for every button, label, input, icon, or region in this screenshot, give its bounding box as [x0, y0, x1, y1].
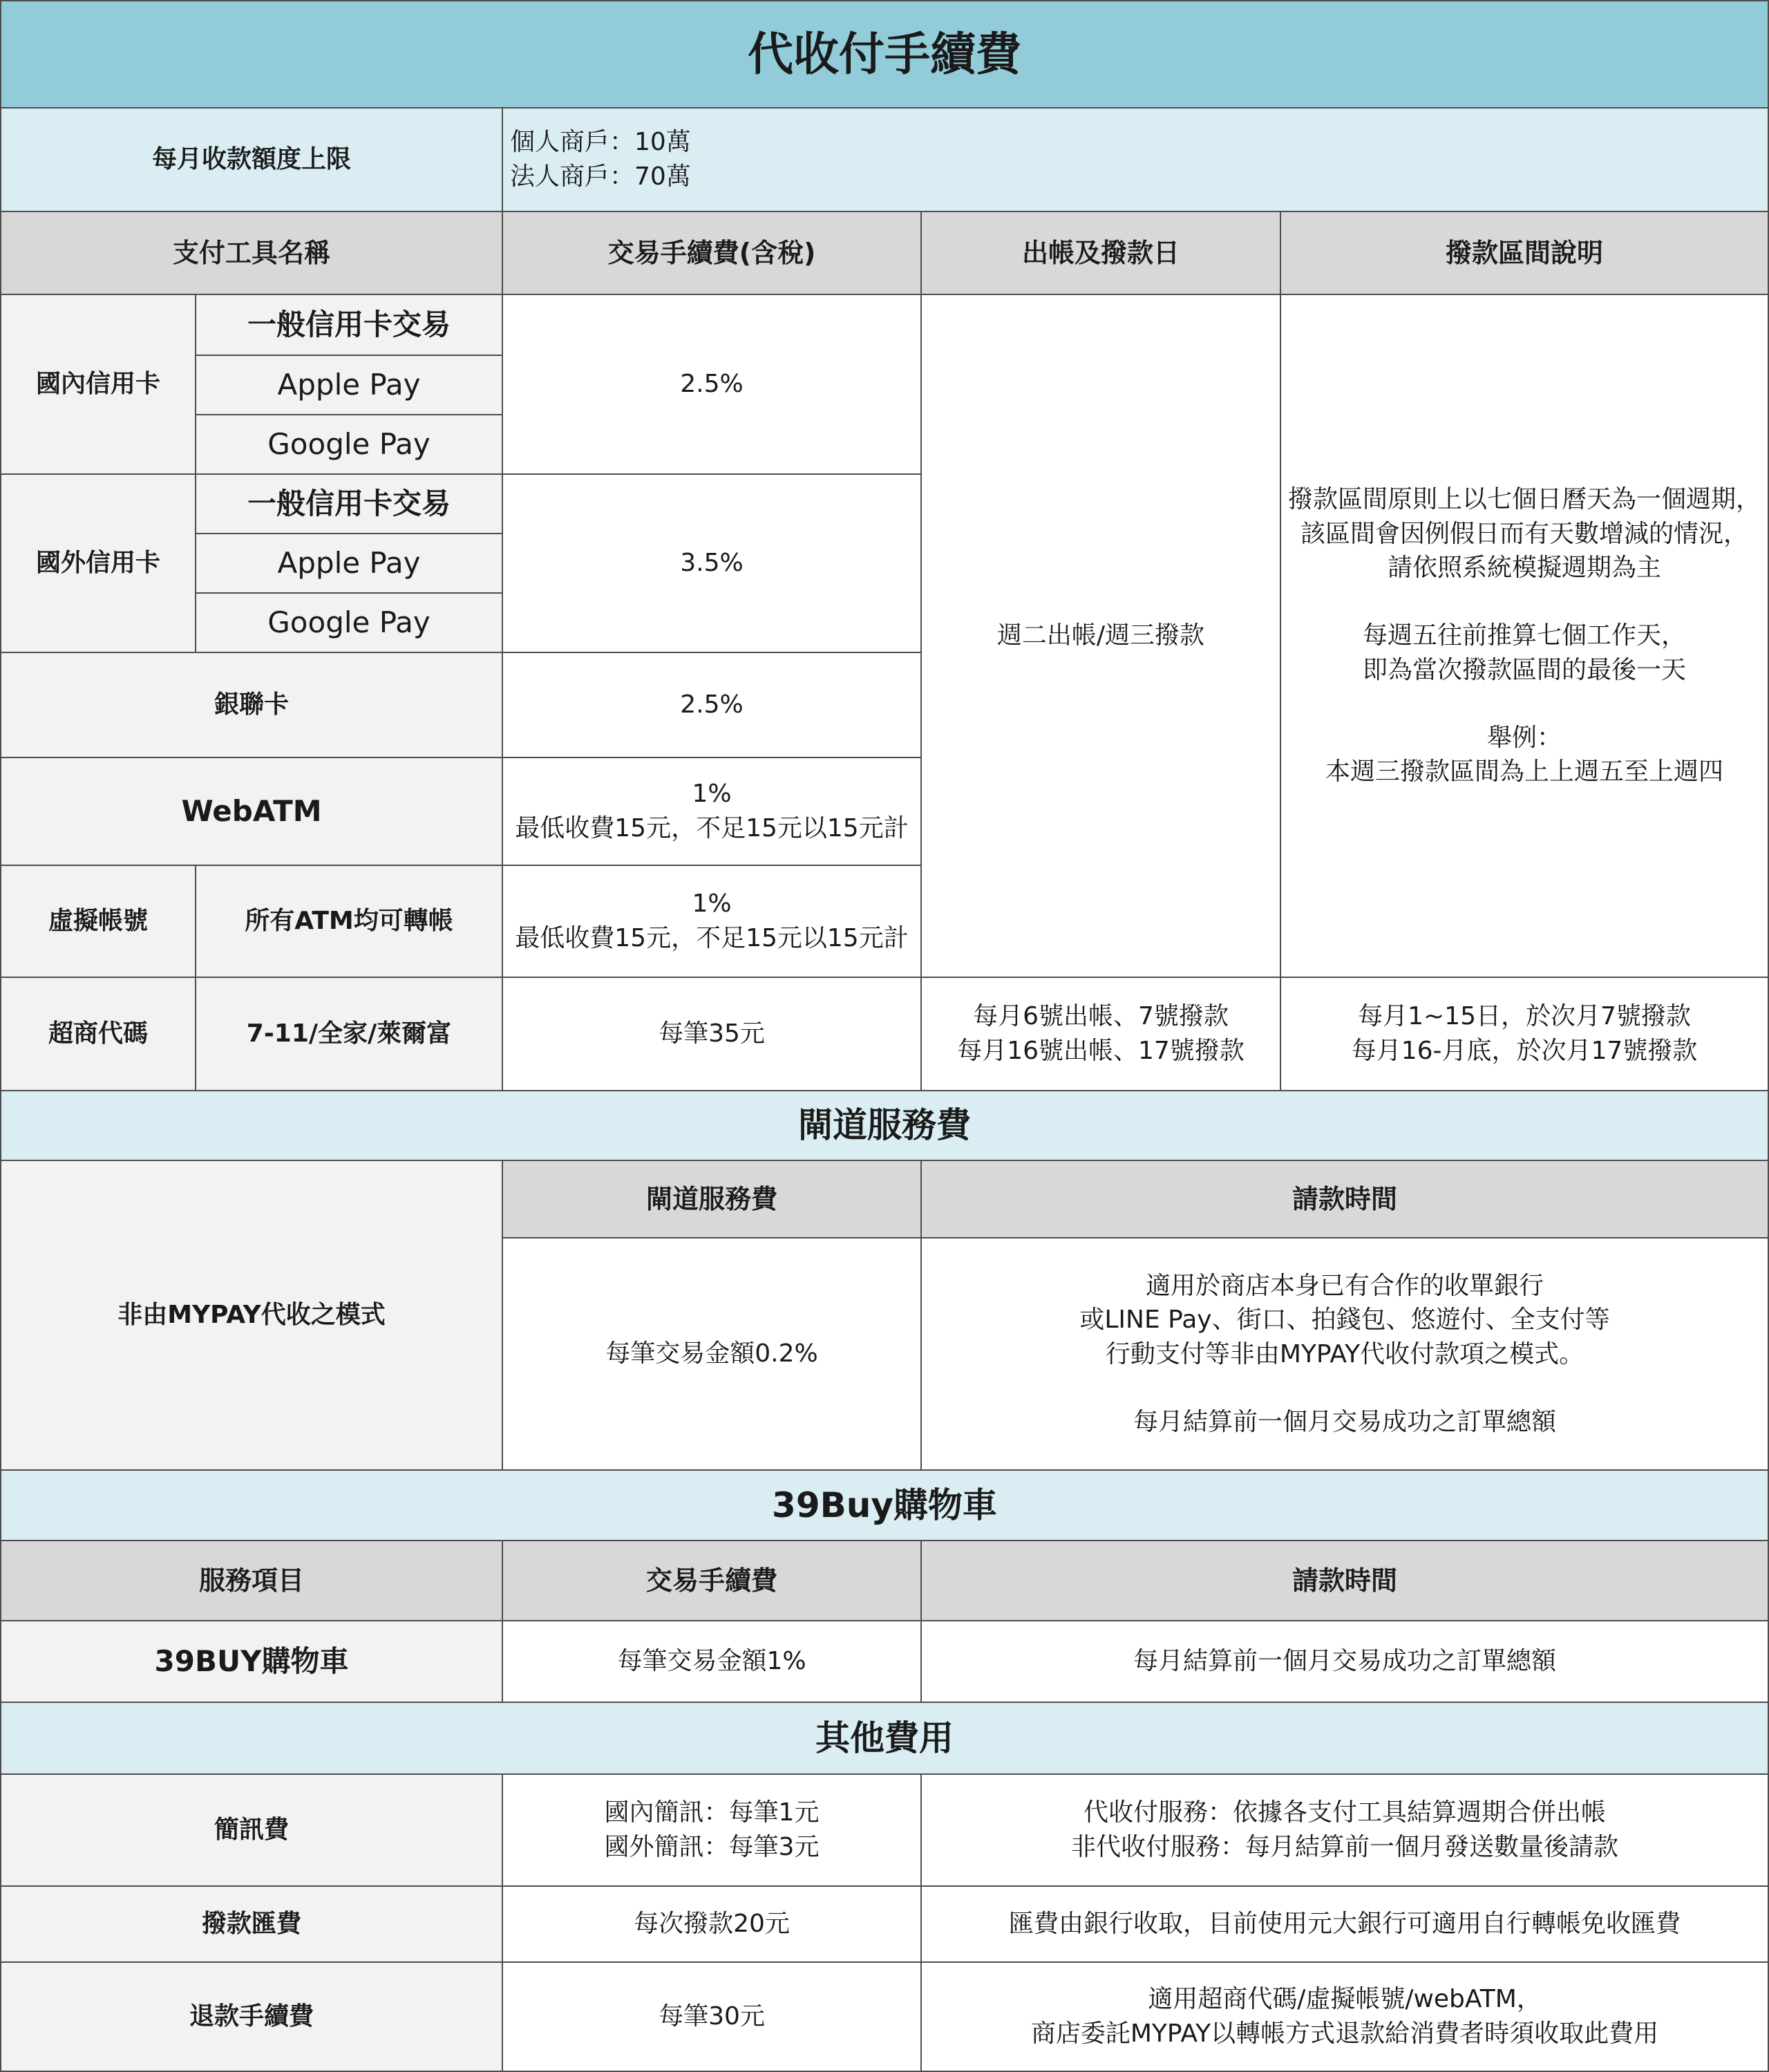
- gateway-section-title: 閘道服務費: [0, 1090, 1769, 1161]
- remit-label: 撥款匯費: [0, 1885, 503, 1963]
- remit-desc: 匯費由銀行收取，目前使用元大銀行可適用自行轉帳免收匯費: [920, 1885, 1769, 1963]
- gateway-row-label: 非由MYPAY代收之模式: [0, 1160, 503, 1471]
- cart-section-title: 39Buy購物車: [0, 1469, 1769, 1541]
- sms-desc: 代收付服務：依據各支付工具結算週期合併出帳 非代收付服務：每月結算前一個月發送數量後請款: [920, 1773, 1769, 1887]
- gateway-fee: 每筆交易金額0.2%: [502, 1237, 922, 1471]
- page-title-text: 代收付手續費: [748, 27, 1021, 81]
- payout-note-cell: 撥款區間原則上以七個日曆天為一個週期， 該區間會因例假日而有天數增減的情況， 請依照系統模擬週期為主 每週五往前推算七個工作天， 即為當次撥款區間的最後一天 舉例： 本週三撥款區間為上上週五至上週四: [1280, 294, 1769, 978]
- monthly-limit-values: [502, 107, 1769, 212]
- domestic-card-label: 國內信用卡: [0, 294, 196, 475]
- cart-header-fee: 交易手續費: [502, 1540, 922, 1621]
- virtual-account-fee: 1% 最低收費15元，不足15元以15元計: [502, 865, 922, 978]
- gateway-header-billing: 請款時間: [920, 1160, 1769, 1239]
- cart-row-billing: 每月結算前一個月交易成功之訂單總額: [920, 1620, 1769, 1703]
- foreign-card-google-pay: Google Pay: [195, 592, 503, 653]
- refund-label: 退款手續費: [0, 1961, 503, 2072]
- other-section-title: 其他費用: [0, 1702, 1769, 1775]
- unionpay-label: 銀聯卡: [0, 652, 503, 758]
- sms-fee: 國內簡訊：每筆1元 國外簡訊：每筆3元: [502, 1773, 922, 1887]
- foreign-card-apple-pay: Apple Pay: [195, 533, 503, 594]
- foreign-card-fee: 3.5%: [502, 473, 922, 653]
- convenience-store-fee: 每筆35元: [502, 977, 922, 1091]
- header-billing-day: 出帳及撥款日: [920, 211, 1281, 295]
- unionpay-fee: 2.5%: [502, 652, 922, 758]
- virtual-account-sub: 所有ATM均可轉帳: [195, 865, 503, 978]
- convenience-store-billing: 每月6號出帳、7號撥款 每月16號出帳、17號撥款: [920, 977, 1281, 1091]
- domestic-card-google-pay: Google Pay: [195, 414, 503, 475]
- foreign-card-general: 一般信用卡交易: [195, 473, 503, 534]
- remit-fee: 每次撥款20元: [502, 1885, 922, 1963]
- domestic-card-apple-pay: Apple Pay: [195, 355, 503, 415]
- monthly-limit-label: 每月收款額度上限: [0, 107, 503, 212]
- cart-header-item: 服務項目: [0, 1540, 503, 1621]
- convenience-store-sub: 7-11/全家/萊爾富: [195, 977, 503, 1091]
- limit-corporate: 法人商戶：70萬: [510, 162, 691, 191]
- refund-desc: 適用超商代碼/虛擬帳號/webATM， 商店委託MYPAY以轉帳方式退款給消費者時須收取此費用: [920, 1961, 1769, 2072]
- refund-fee: 每筆30元: [502, 1961, 922, 2072]
- convenience-store-label: 超商代碼: [0, 977, 196, 1091]
- convenience-store-period: 每月1~15日，於次月7號撥款 每月16-月底，於次月17號撥款: [1280, 977, 1769, 1091]
- cart-header-billing: 請款時間: [920, 1540, 1769, 1621]
- billing-day-cell: 週二出帳/週三撥款: [920, 294, 1281, 978]
- header-payment-tool: 支付工具名稱: [0, 211, 503, 295]
- gateway-header-fee: 閘道服務費: [502, 1160, 922, 1239]
- virtual-account-label: 虛擬帳號: [0, 865, 196, 978]
- page-title: [0, 0, 1769, 109]
- webatm-fee: 1% 最低收費15元，不足15元以15元計: [502, 757, 922, 866]
- limit-individual: 個人商戶：10萬: [510, 128, 691, 157]
- sms-label: 簡訊費: [0, 1773, 503, 1887]
- cart-row-item: 39BUY購物車: [0, 1620, 503, 1703]
- domestic-card-general: 一般信用卡交易: [195, 294, 503, 356]
- domestic-card-fee: 2.5%: [502, 294, 922, 475]
- header-transaction-fee: 交易手續費(含稅): [502, 211, 922, 295]
- gateway-desc: 適用於商店本身已有合作的收單銀行 或LINE Pay、街口、拍錢包、悠遊付、全支付等 行動支付等非由MYPAY代收付款項之模式。 每月結算前一個月交易成功之訂單總額: [920, 1237, 1769, 1471]
- foreign-card-label: 國外信用卡: [0, 473, 196, 653]
- header-payout-note: 撥款區間說明: [1280, 211, 1769, 295]
- cart-row-fee: 每筆交易金額1%: [502, 1620, 922, 1703]
- webatm-label: WebATM: [0, 757, 503, 866]
